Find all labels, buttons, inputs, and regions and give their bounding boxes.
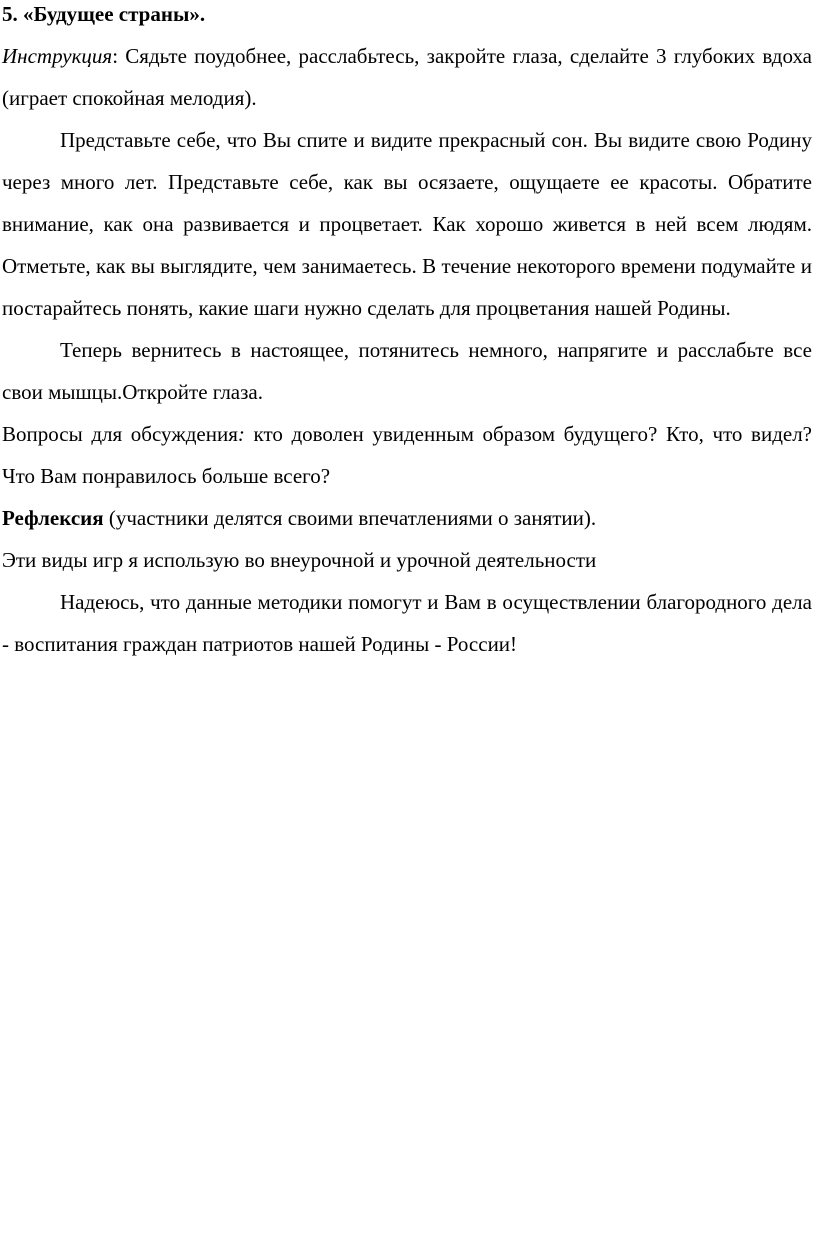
questions-paragraph	[2, 413, 812, 497]
questions-label: Вопросы для обсуждения	[2, 422, 238, 446]
return-paragraph: Теперь вернитесь в настоящее, потянитесь немного, напрягите и расслабьте все свои мышцы.Откройте глаза.	[2, 338, 812, 404]
reflection-text: (участники делятся своими впечатлениями о занятии).	[103, 506, 597, 530]
closing-paragraph: Надеюсь, что данные методики помогут и Вам в осуществлении благородного дела - воспитания граждан патриотов нашей Родины - России!	[2, 590, 812, 656]
reflection-label: Рефлексия	[2, 506, 104, 530]
questions-colon: :	[237, 422, 245, 446]
section-title: 5. «Будущее страны».	[2, 2, 206, 26]
instruction-text: : Сядьте поудобнее, расслабьтесь, закройте глаза, сделайте 3 глубоких вдоха (играет спокойная мелодия).	[2, 44, 812, 110]
questions-text: кто доволен увиденным образом будущего? Кто, что видел? Что Вам понравилось больше всего?	[2, 422, 813, 488]
games-note: Эти виды игр я использую во внеурочной и урочной деятельности	[2, 548, 597, 572]
reflection-paragraph	[2, 497, 812, 539]
instruction-paragraph	[2, 35, 812, 119]
instruction-label: Инструкция	[2, 44, 113, 68]
visualization-paragraph: Представьте себе, что Вы спите и видите прекрасный сон. Вы видите свою Родину через много лет. Представьте себе, как вы осязаете, ощущаете ее красоты. Обратите внимание, как она развивается и процветает. Как хорошо живется в ней всем людям. Отметьте, как вы выглядите, чем занимаетесь. В течение некоторого времени подумайте и постарайтесь понять, какие шаги нужно сделать для процветания нашей Родины.	[2, 128, 812, 320]
